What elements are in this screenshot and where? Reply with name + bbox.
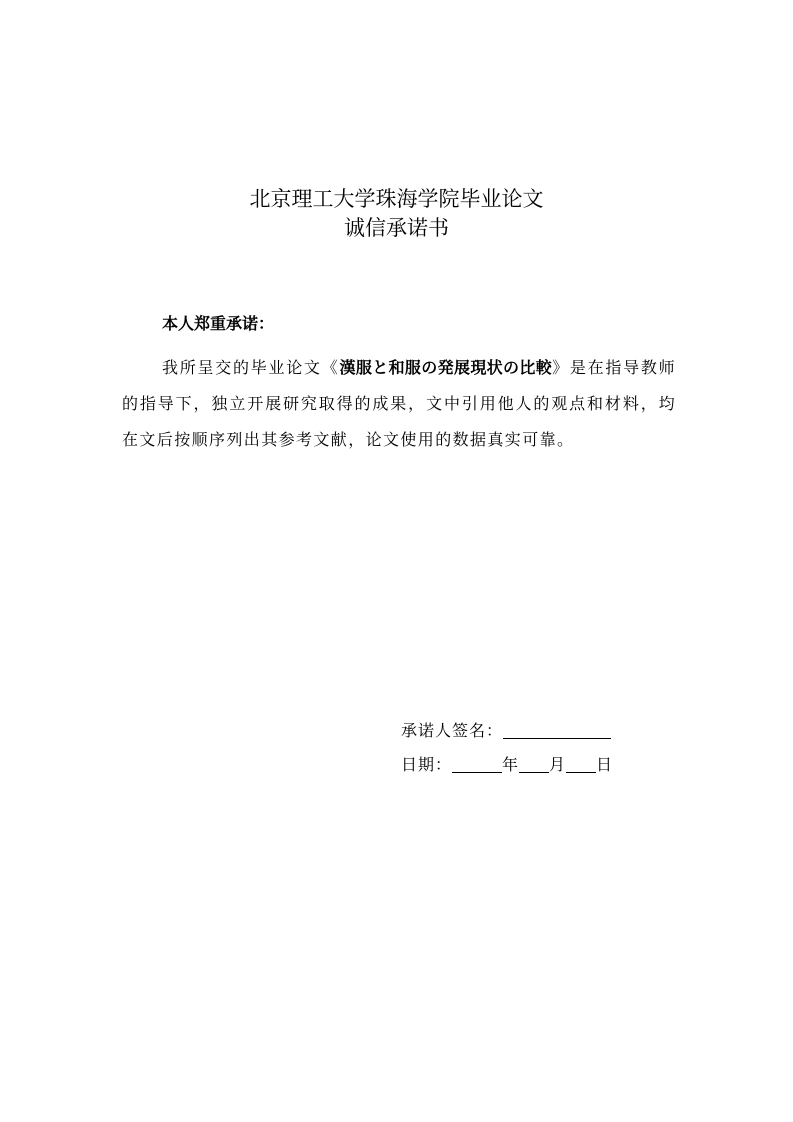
thesis-title: 漢服と和服の発展現状の比較 xyxy=(339,358,553,377)
pledge-text-after-title: 》是在指导教师的指导下，独立开展研究取得的成果，文中引用他人的观点和材料，均在文后按顺序列出其参考文献，论文使用的数据真实可靠。 xyxy=(122,358,676,449)
month-blank[interactable] xyxy=(519,754,549,773)
year-label: 年 xyxy=(502,755,520,774)
day-blank[interactable] xyxy=(566,754,596,773)
pledge-text-before-title: 我所呈交的毕业论文《 xyxy=(162,358,340,377)
date-label: 日期： xyxy=(401,755,453,774)
pledge-heading: 本人郑重承诺： xyxy=(162,314,275,333)
year-blank[interactable] xyxy=(452,754,502,773)
signature-line xyxy=(401,718,611,744)
document-title: 北京理工大学珠海学院毕业论文 xyxy=(249,187,544,211)
date-line xyxy=(401,752,613,778)
document-subtitle: 诚信承诺书 xyxy=(344,216,449,240)
day-label: 日 xyxy=(596,755,614,774)
month-label: 月 xyxy=(549,755,567,774)
signature-blank[interactable] xyxy=(503,720,611,739)
pledge-paragraph xyxy=(122,350,676,458)
signer-label: 承诺人签名： xyxy=(401,721,504,740)
